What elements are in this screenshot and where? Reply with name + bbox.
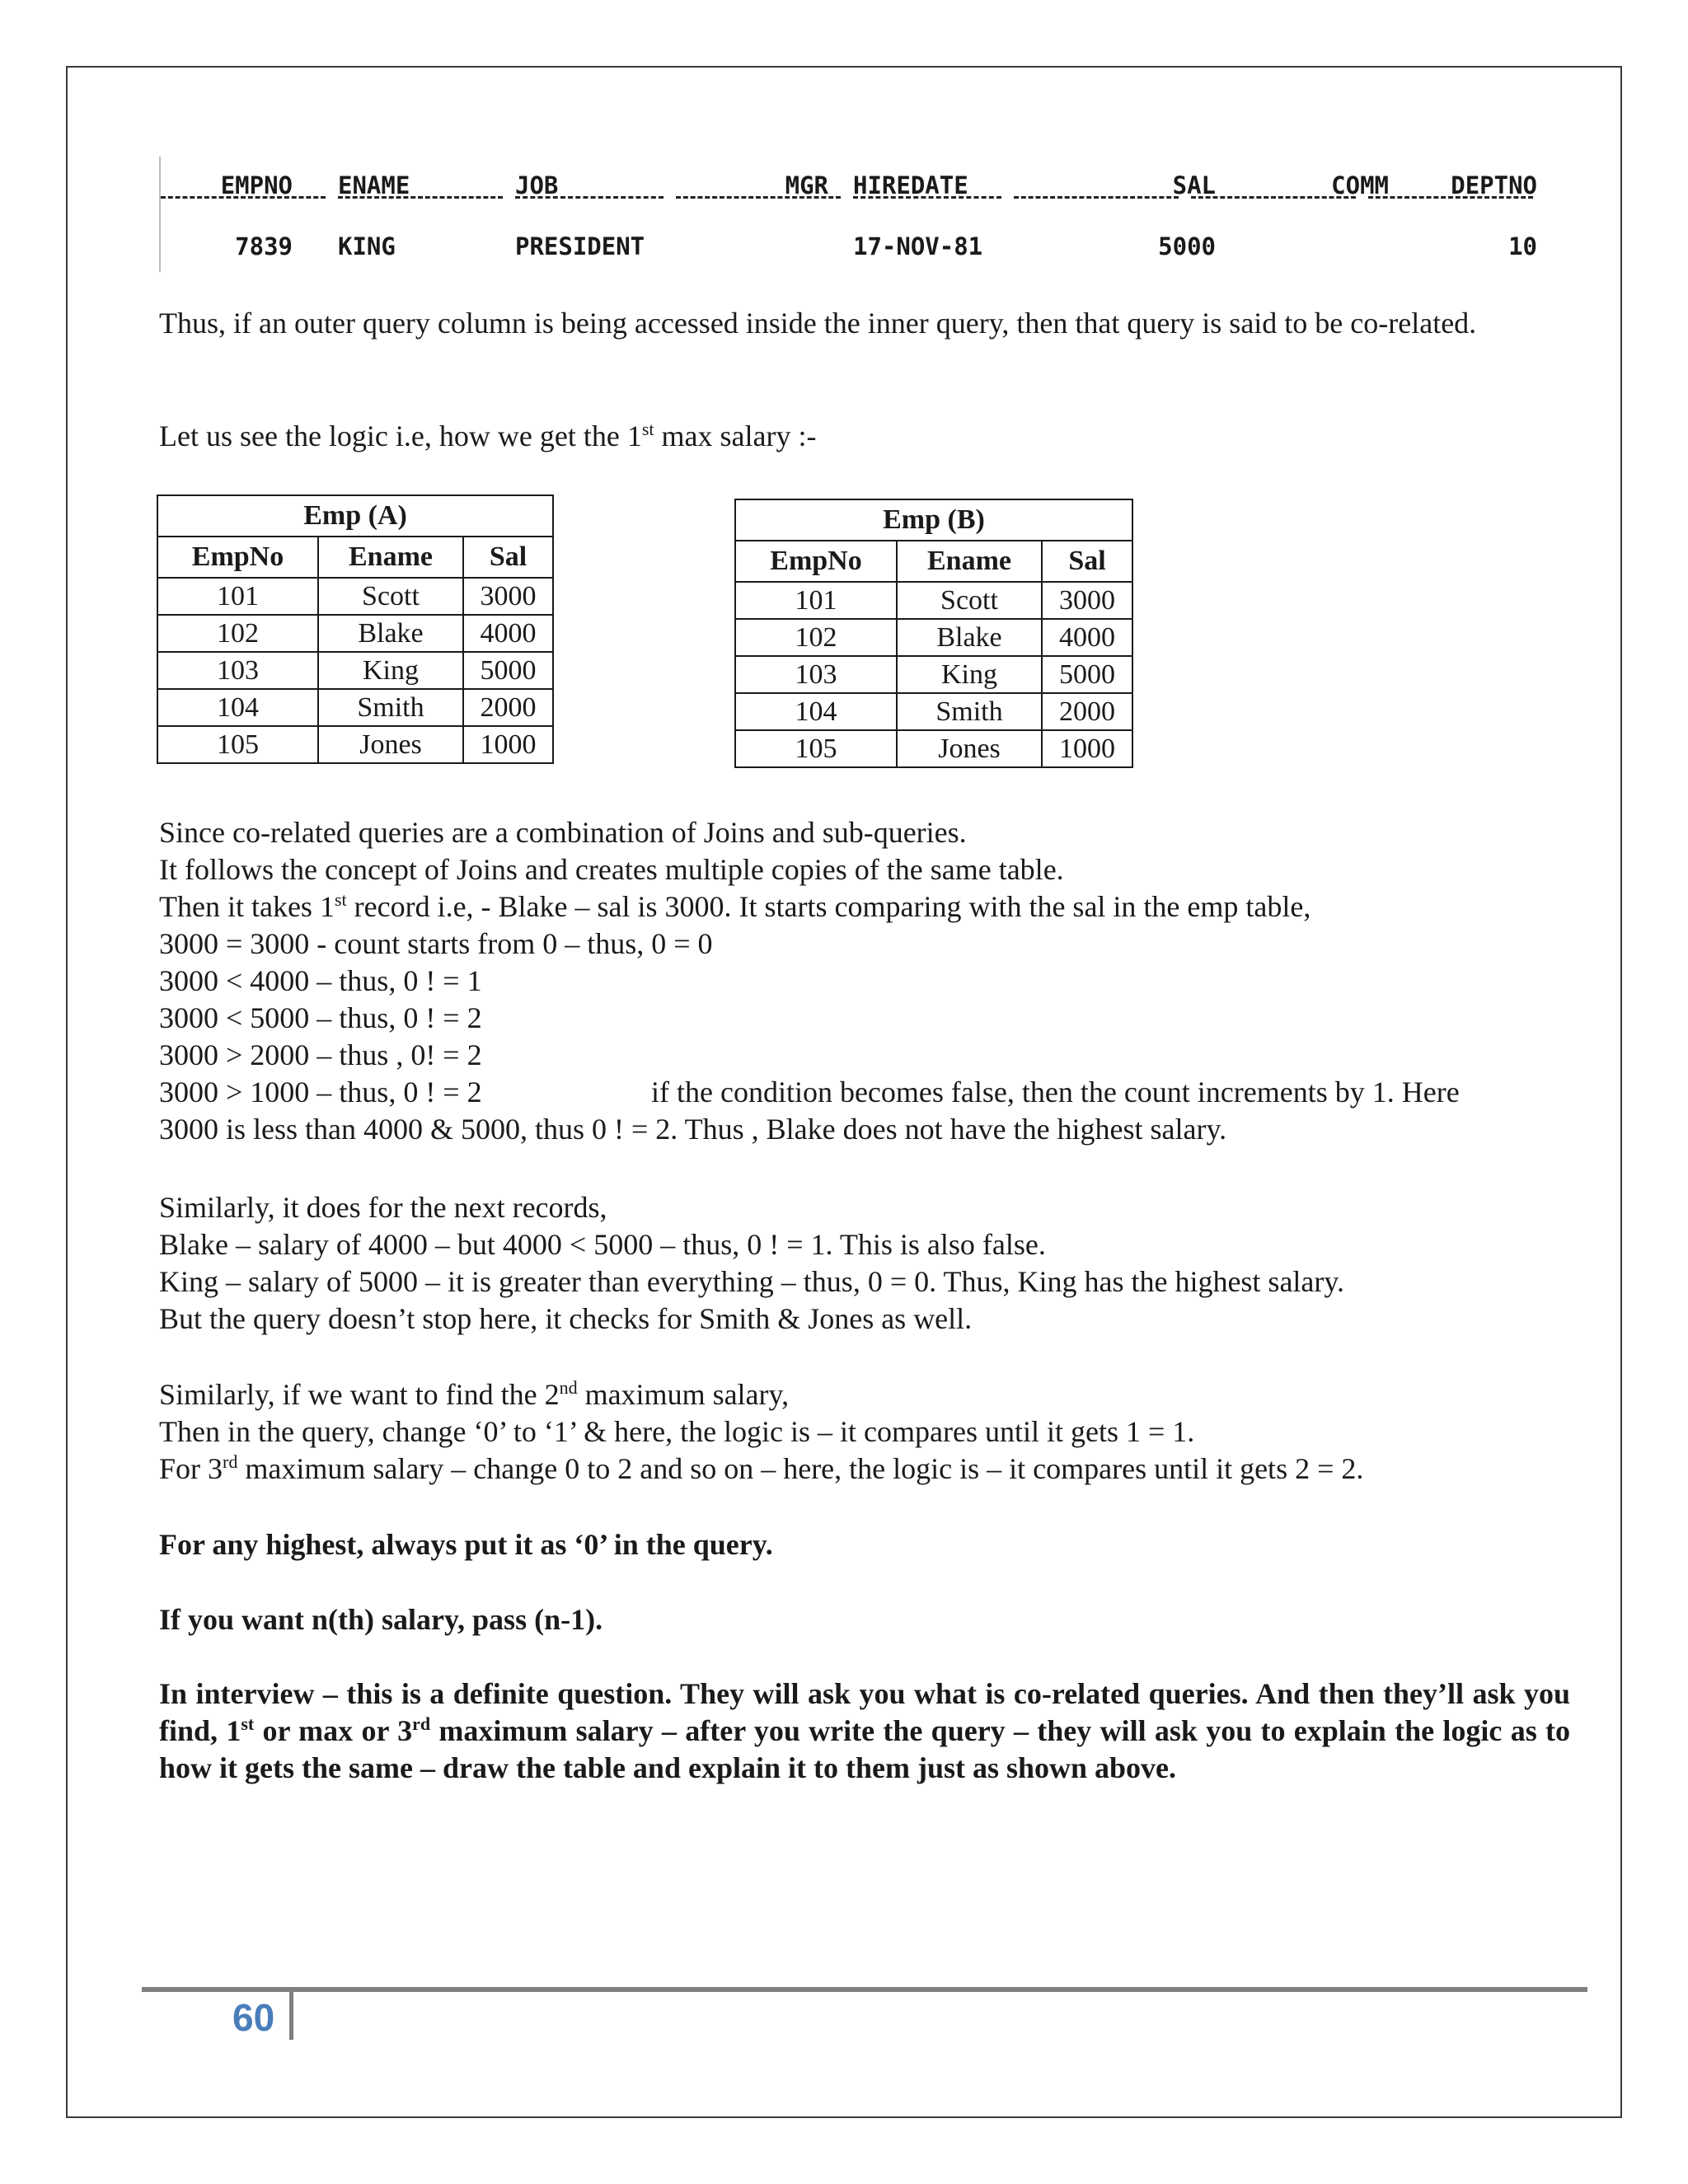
table-emp-b [734,499,1133,768]
page-number: 60 [232,1996,275,2039]
header-deptno: DEPTNO [1451,171,1537,199]
value-deptno: 10 [1508,232,1537,260]
table-title: Emp (B) [735,499,1132,541]
divider [1014,196,1179,201]
value-hiredate: 17-NOV-81 [853,232,983,260]
column-header: Sal [463,537,553,578]
value-sal: 5000 [1158,232,1216,260]
header-mgr: MGR [785,171,828,199]
table-row: 103 King 5000 [157,652,553,689]
divider [1191,196,1356,201]
divider [515,196,663,201]
header-hiredate: HIREDATE [853,171,968,199]
column-header: Sal [1042,541,1132,582]
table-title: Emp (A) [157,495,553,537]
table-row: 105 Jones 1000 [735,730,1132,767]
divider [676,196,841,201]
second-max-explanation: Similarly, if we want to find the 2nd maximum salary, Then in the query, change ‘0’ to ‘1’ & here, the logic is – it compares until it gets 1 = 1. For 3rd maximum salary – change 0 to 2 and so on – here, the logic is – it compares until it gets 2 = 2. [159,1377,1364,1485]
note-interview: In interview – this is a definite question. They will ask you what is co-related queries. And then they’ll ask you find, 1st or max or 3rd maximum salary – after you write the query – they will ask you to explain the logic as to how it gets the same – draw the table and explain it to them just as shown above. [159,1677,1570,1784]
note-highest: For any highest, always put it as ‘0’ in the query. [159,1528,773,1561]
footer-divider [289,1992,293,2040]
divider [338,196,503,201]
column-header: Ename [897,541,1042,582]
table-row: 103 King 5000 [735,656,1132,693]
similar-records-explanation: Similarly, it does for the next records, Blake – salary of 4000 – but 4000 < 5000 – thus, 0 ! = 1. This is also false. King – salary of 5000 – it is greater than everything – thus, 0 = 0. Thus, King has the highest salary. But the query doesn’t stop here, it checks for Smith & Jones as well. [159,1191,1345,1335]
header-empno: EMPNO [220,171,293,199]
table-row: 104 Smith 2000 [735,693,1132,730]
column-header: EmpNo [157,537,318,578]
header-ename: ENAME [338,171,410,199]
header-job: JOB [515,171,559,199]
table-row: 105 Jones 1000 [157,726,553,763]
table-row: 102 Blake 4000 [735,619,1132,656]
divider [853,196,1001,201]
table-row: 102 Blake 4000 [157,615,553,652]
divider [1368,196,1533,201]
column-header: Ename [318,537,463,578]
table-row: 101 Scott 3000 [157,578,553,615]
table-row: 101 Scott 3000 [735,582,1132,619]
footer-rule [142,1987,1587,1992]
header-comm: COMM [1331,171,1389,199]
column-header: EmpNo [735,541,897,582]
divider [161,196,326,201]
table-row: 104 Smith 2000 [157,689,553,726]
paragraph-corelated-definition: Thus, if an outer query column is being accessed inside the inner query, then that query is said to be co-related. [159,307,1477,340]
paragraph-logic-intro: Let us see the logic i.e, how we get the 1st max salary :- [159,419,817,452]
value-job: PRESIDENT [515,232,645,260]
value-empno: 7839 [235,232,293,260]
header-sal: SAL [1172,171,1216,199]
sql-result-output [159,157,1577,272]
note-nth-salary: If you want n(th) salary, pass (n-1). [159,1603,603,1636]
value-ename: KING [338,232,396,260]
table-emp-a [157,494,554,764]
logic-explanation: Since co-related queries are a combination of Joins and sub-queries. It follows the concept of Joins and creates multiple copies of the same table. Then it takes 1st record i.e, - Blake – sal is 3000. It starts comparing with the sal in the emp table, 3000 = 3000 - count starts from 0 – thus, 0 = 0 3000 < 4000 – thus, 0 ! = 1 3000 < 5000 – thus, 0 ! = 2 3000 > 2000 – thus , 0! = 2 3000 > 1000 – thus, 0 ! = 2 if the condition becomes false, then the count increments by 1. Here 3000 is less than 4000 & 5000, thus 0 ! = 2. Thus , Blake does not have the highest salary. [159,816,1460,1146]
